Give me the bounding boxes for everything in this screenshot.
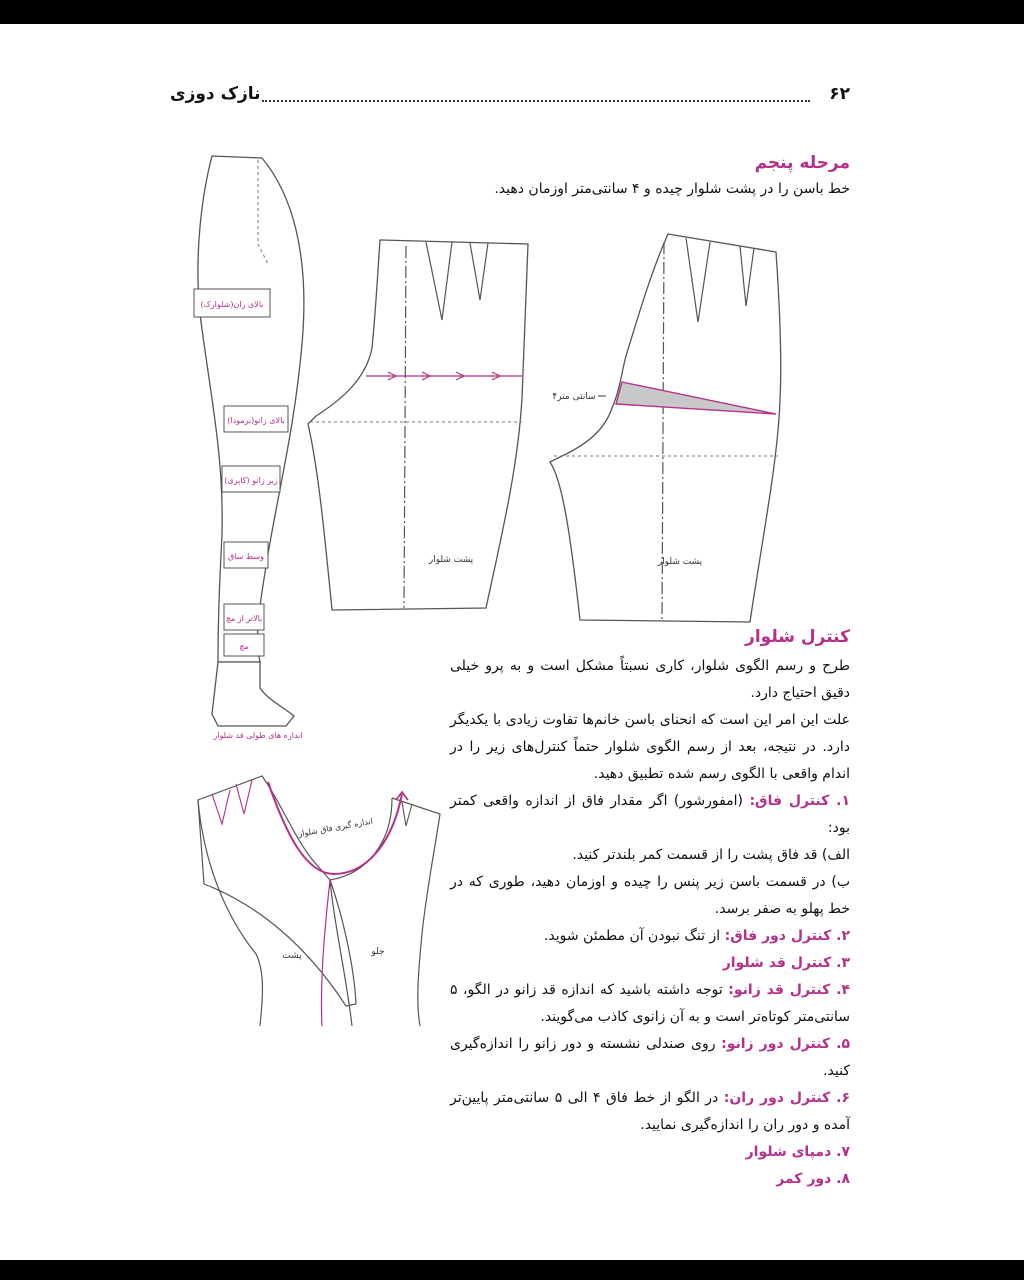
item-text: (امفورشور) اگر مقدار فاق از اندازه واقعی کمتر بود: bbox=[450, 793, 850, 836]
control-subitem: ب) در قسمت باسن زیر پنس را چیده و اوزمان دهید، طوری که در خط پهلو به صفر برسد. bbox=[450, 874, 850, 917]
control-reason: علت این امر این است که انحنای باسن خانم‌ها تفاوت زیادی با یکدیگر دارد. در نتیجه، بعد از رسم الگوی شلوار حتماً کنترل‌های زیر را در اندام واقعی با الگوی رسم شده تطبیق دهید. bbox=[450, 712, 850, 782]
item-text: توجه داشته باشید که اندازه قد زانو در الگو، ۵ سانتی‌متر کوتاه‌تر است و به آن زانوی کاذب می‌گویند. bbox=[450, 982, 850, 1025]
stage5-text: خط باسن را در پشت شلوار چیده و ۴ سانتی‌متر اوزمان دهید. bbox=[494, 181, 850, 197]
item-title: ۷. دمپای شلوار bbox=[745, 1144, 850, 1160]
item-title: ۴. کنترل قد زانو: bbox=[728, 982, 850, 998]
control-intro: طرح و رسم الگوی شلوار، کاری نسبتاً مشکل است و به پرو خیلی دقیق احتیاج دارد. bbox=[450, 658, 850, 701]
leg-label: وسط ساق bbox=[227, 552, 265, 561]
control-heading: کنترل شلوار bbox=[745, 627, 850, 647]
control-item bbox=[450, 977, 850, 1031]
control-item bbox=[450, 1031, 850, 1085]
leg-label: بالای زانو(برمودا) bbox=[227, 416, 285, 425]
crotch-measure-figure bbox=[196, 764, 444, 1026]
leg-label: مچ bbox=[239, 642, 249, 651]
control-section bbox=[450, 624, 850, 1193]
back-piece-outline bbox=[198, 776, 356, 1006]
control-subitem: الف) قد فاق پشت را از قسمت کمر بلندتر کنید. bbox=[572, 847, 850, 863]
back-pattern-outline bbox=[308, 240, 528, 610]
control-item bbox=[450, 1139, 850, 1166]
item-title: ۳. کنترل قد شلوار bbox=[722, 955, 850, 971]
front-crotch-curve bbox=[330, 798, 392, 880]
item-text: از تنگ نبودن آن مطمئن شوید. bbox=[543, 928, 725, 944]
item-title: ۵. کنترل دور زانو: bbox=[721, 1036, 850, 1052]
control-item bbox=[450, 788, 850, 842]
dart bbox=[402, 802, 412, 826]
back-pattern2-label: پشت شلوار bbox=[657, 557, 703, 567]
book-title: نازک دوزی bbox=[170, 84, 261, 104]
stage5-section bbox=[490, 152, 850, 200]
item-title: ۶. کنترل دور ران: bbox=[723, 1090, 850, 1106]
page-header bbox=[170, 84, 850, 112]
item-title: ۸. دور کمر bbox=[776, 1171, 850, 1187]
back-label: پشت bbox=[282, 951, 302, 961]
item-text: روی صندلی نشسته و دور زانو را اندازه‌گیری کنید. bbox=[450, 1036, 850, 1079]
front-label: جلو bbox=[371, 947, 385, 957]
back-trouser-pattern-adjusted bbox=[540, 230, 790, 645]
page-number: ۶۲ bbox=[829, 84, 850, 104]
control-item bbox=[450, 950, 850, 977]
item-title: ۲. کنترل دور فاق: bbox=[724, 928, 850, 944]
item-text: در الگو از خط فاق ۴ الی ۵ سانتی‌متر پایین‌تر آمده و دور ران را اندازه‌گیری نمایید. bbox=[450, 1090, 850, 1133]
item-title: ۱. کنترل فاق: bbox=[749, 793, 850, 809]
control-item bbox=[450, 923, 850, 950]
control-item bbox=[450, 1085, 850, 1139]
leg-caption: اندازه های طولی قد شلوار bbox=[213, 731, 303, 740]
leg-label: بالاتر از مچ bbox=[225, 614, 263, 623]
front-piece-outline bbox=[392, 798, 440, 1026]
crotch-measure-label: اندازه گیری فاق شلوار bbox=[297, 816, 374, 839]
leg-label: بالای ران(شلوارک) bbox=[200, 300, 264, 309]
leg-label: زیر زانو (کاپری) bbox=[224, 476, 278, 485]
back-trouser-pattern bbox=[296, 238, 536, 638]
book-page bbox=[0, 24, 1024, 1260]
shoe-icon bbox=[212, 662, 294, 726]
stage5-heading: مرحله پنجم bbox=[754, 153, 850, 173]
four-cm-label: ۴سانتی متر bbox=[552, 392, 596, 402]
header-dotted-rule bbox=[262, 100, 810, 102]
back-pattern-label: پشت شلوار bbox=[428, 555, 474, 565]
control-item bbox=[450, 1166, 850, 1193]
